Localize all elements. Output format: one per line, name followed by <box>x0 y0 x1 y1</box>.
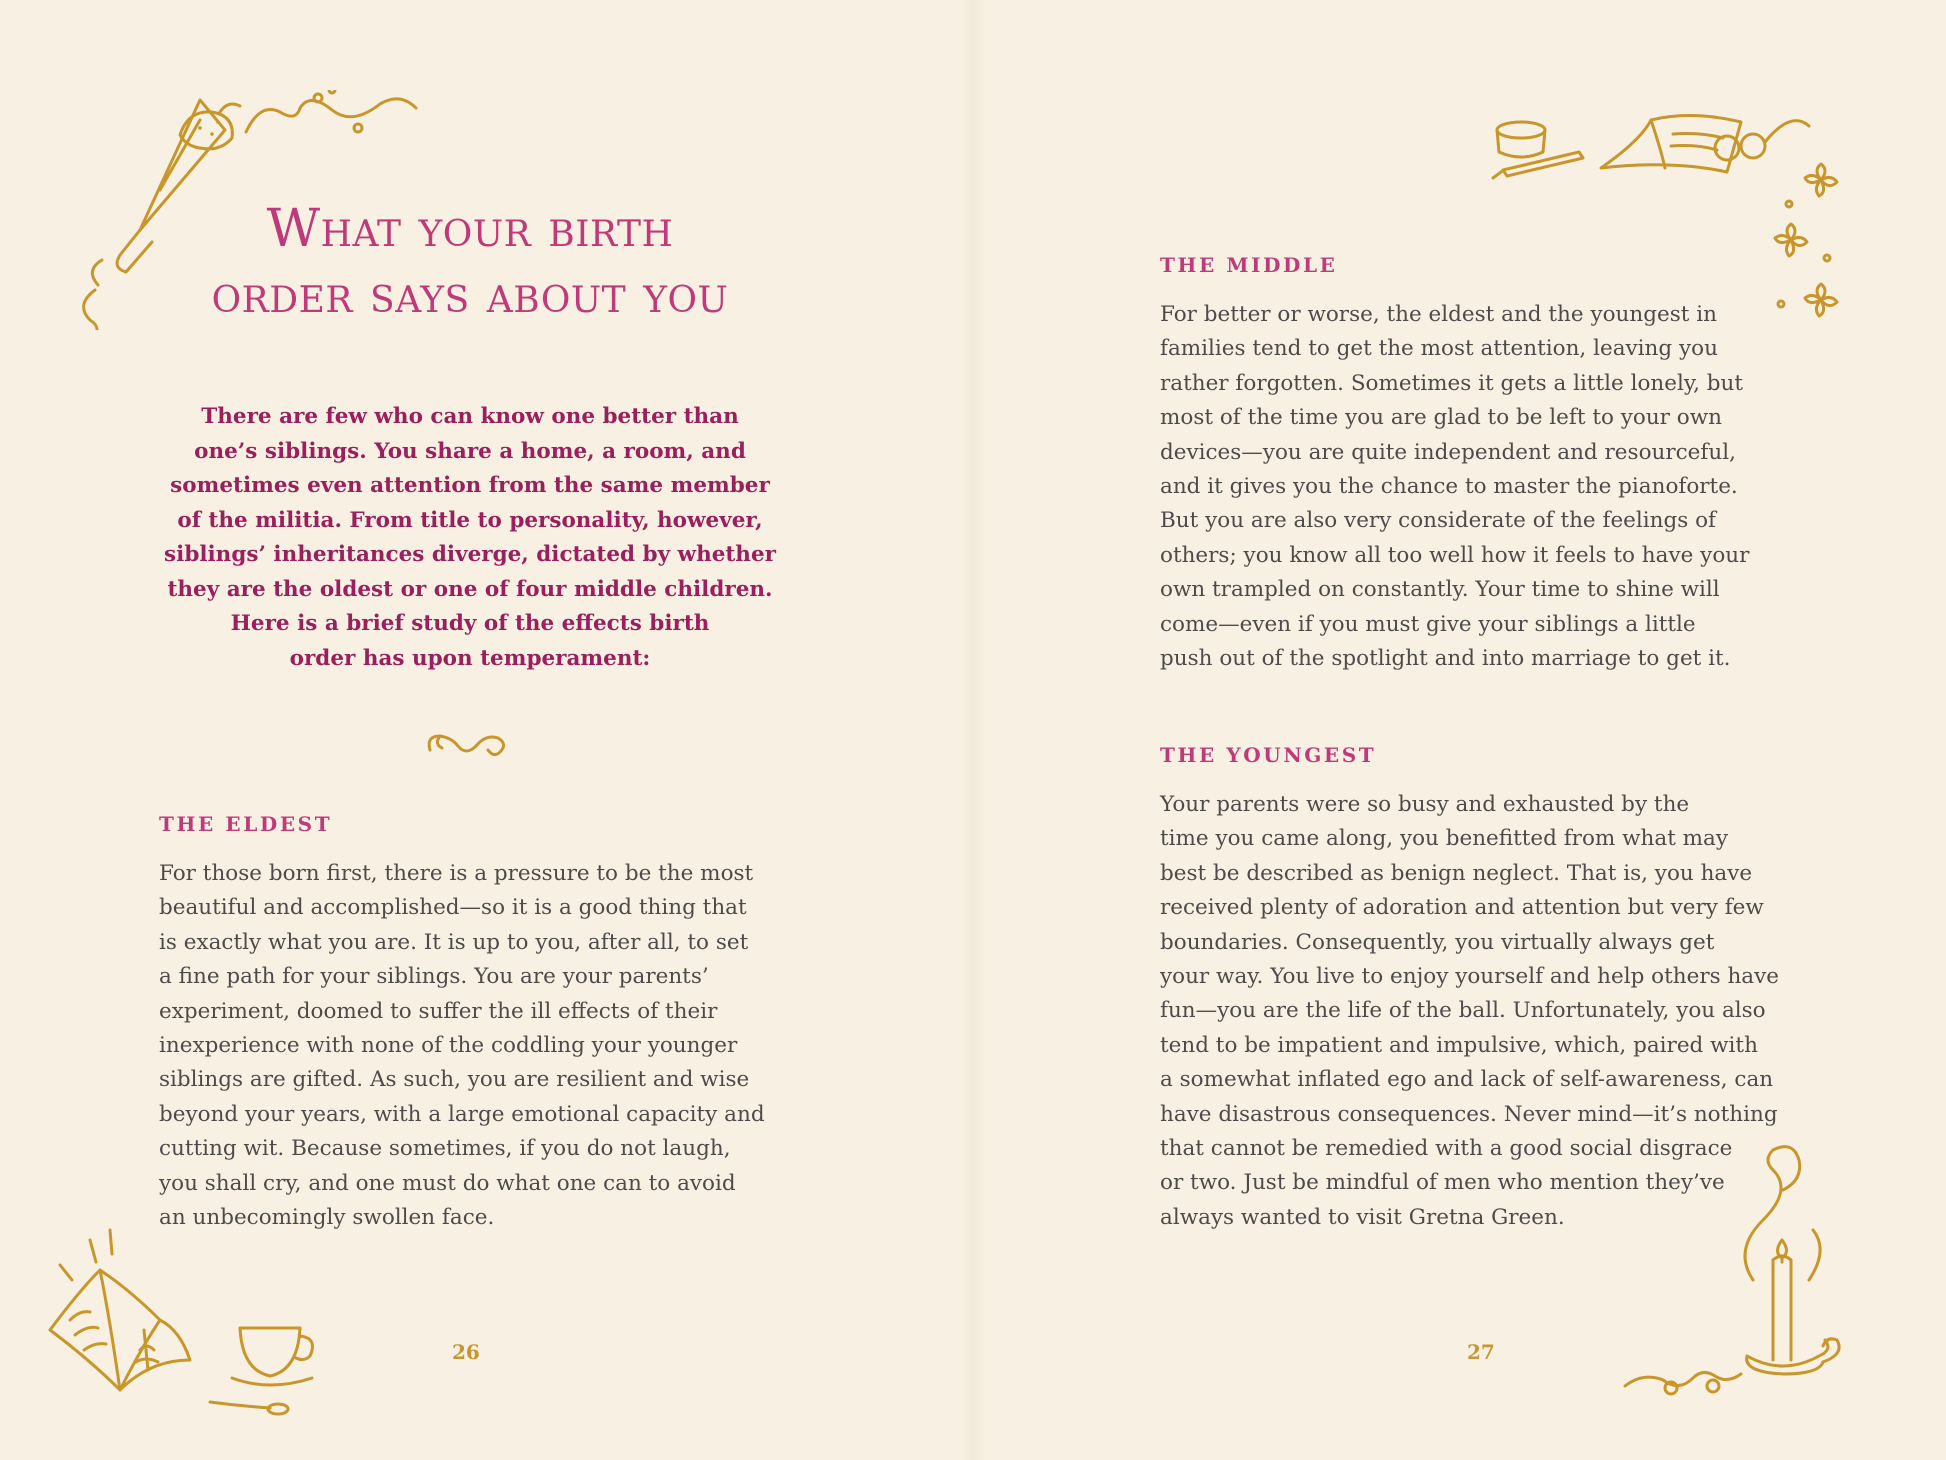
intro-line: one’s siblings. You share a home, a room, and <box>194 438 746 464</box>
body-line: and it gives you the chance to master the pianoforte. <box>1160 474 1738 500</box>
body-line: always wanted to visit Gretna Green. <box>1160 1204 1565 1230</box>
body-line: that cannot be remedied with a good social disgrace <box>1160 1136 1733 1162</box>
body-line: For better or worse, the eldest and the youngest in <box>1160 302 1717 327</box>
body-line: time you came along, you benefitted from what may <box>1160 826 1729 852</box>
body-line: most of the time you are glad to be left to your own <box>1160 405 1722 431</box>
page-27 <box>973 0 1946 1460</box>
body-line: or two. Just be mindful of men who mention they’ve <box>1160 1170 1725 1196</box>
body-line: beautiful and accomplished—so it is a good thing that <box>159 895 747 921</box>
body-line: a somewhat inflated ego and lack of self-awareness, can <box>1160 1067 1774 1093</box>
swirl-icon <box>1625 1372 1741 1394</box>
page-number: 26 <box>452 1340 480 1364</box>
body-line: boundaries. Consequently, you virtually always get <box>1160 929 1715 955</box>
spectacles-icon <box>1715 121 1809 160</box>
body-line: siblings are gifted. As such, you are resilient and wise <box>159 1067 750 1093</box>
open-book-icon <box>1601 115 1741 172</box>
body-line: experiment, doomed to suffer the ill effects of their <box>159 998 718 1024</box>
body-line: others; you know all too well how it feels to have your <box>1160 542 1750 568</box>
intro-line: they are the oldest or one of four middle children. <box>167 576 773 602</box>
youngest-heading: THE YOUNGEST <box>1160 743 1377 767</box>
body-line: fun—you are the life of the ball. Unfortunately, you also <box>1160 998 1766 1024</box>
middle-body <box>1160 298 1800 676</box>
body-line: you shall cry, and one must do what one can to avoid <box>159 1170 736 1196</box>
title-line-1: What your birth <box>266 199 674 259</box>
intro-line: There are few who can know one better than <box>201 404 739 429</box>
intro-line: of the militia. From title to personality, however, <box>177 507 763 533</box>
body-line: beyond your years, with a large emotional capacity and <box>159 1101 765 1127</box>
body-line: an unbecomingly swollen face. <box>159 1205 495 1231</box>
swash-ornament-icon <box>424 728 508 762</box>
spoon-icon <box>210 1402 288 1414</box>
page-title <box>150 196 790 328</box>
eldest-body <box>159 857 799 1235</box>
intro-line: Here is a brief study of the effects birth <box>230 611 710 636</box>
body-line: cutting wit. Because sometimes, if you do not laugh, <box>159 1136 731 1162</box>
title-line-2: order says about you <box>211 265 729 325</box>
body-line: tend to be impatient and impulsive, which, paired with <box>1160 1032 1758 1058</box>
page-number: 27 <box>1467 1340 1495 1364</box>
body-line: Your parents were so busy and exhausted by the <box>1160 792 1690 817</box>
intro-paragraph <box>150 400 790 676</box>
bottom-right-doodles <box>1623 1140 1883 1410</box>
teacup-icon <box>232 1328 312 1385</box>
body-line: a fine path for your siblings. You are your parents’ <box>159 964 709 990</box>
body-line: inexperience with none of the coddling your younger <box>159 1033 738 1059</box>
body-line: own trampled on constantly. Your time to shine will <box>1160 577 1720 603</box>
body-line: your way. You live to enjoy yourself and help others have <box>1160 964 1779 990</box>
bottom-left-doodles <box>40 1210 340 1420</box>
ink-pot-icon <box>1497 122 1545 157</box>
body-line: rather forgotten. Sometimes it gets a little lonely, but <box>1160 370 1744 396</box>
swirl-icon <box>246 90 416 132</box>
body-line: have disastrous consequences. Never mind—it’s nothing <box>1160 1101 1778 1127</box>
candle-icon <box>1745 1147 1839 1374</box>
middle-heading: THE MIDDLE <box>1160 253 1338 277</box>
flower-icon <box>1775 164 1837 316</box>
open-book-icon <box>50 1230 190 1390</box>
body-line: families tend to get the most attention, leaving you <box>1160 336 1718 362</box>
body-line: best be described as benign neglect. That is, you have <box>1160 860 1753 886</box>
body-line: is exactly what you are. It is up to you, after all, to set <box>159 929 749 955</box>
intro-line: sometimes even attention from the same member <box>170 473 770 498</box>
intro-line: order has upon temperament: <box>289 645 651 671</box>
body-line: For those born first, there is a pressure to be the most <box>159 861 754 886</box>
body-line: push out of the spotlight and into marriage to get it. <box>1160 646 1731 672</box>
intro-line: siblings’ inheritances diverge, dictated by whether <box>164 542 776 567</box>
body-line: received plenty of adoration and attention but very few <box>1160 895 1764 921</box>
body-line: come—even if you must give your siblings a little <box>1160 611 1696 637</box>
body-line: But you are also very considerate of the feelings of <box>1160 508 1717 534</box>
body-line: devices—you are quite independent and resourceful, <box>1160 439 1736 465</box>
eldest-heading: THE ELDEST <box>159 812 333 836</box>
